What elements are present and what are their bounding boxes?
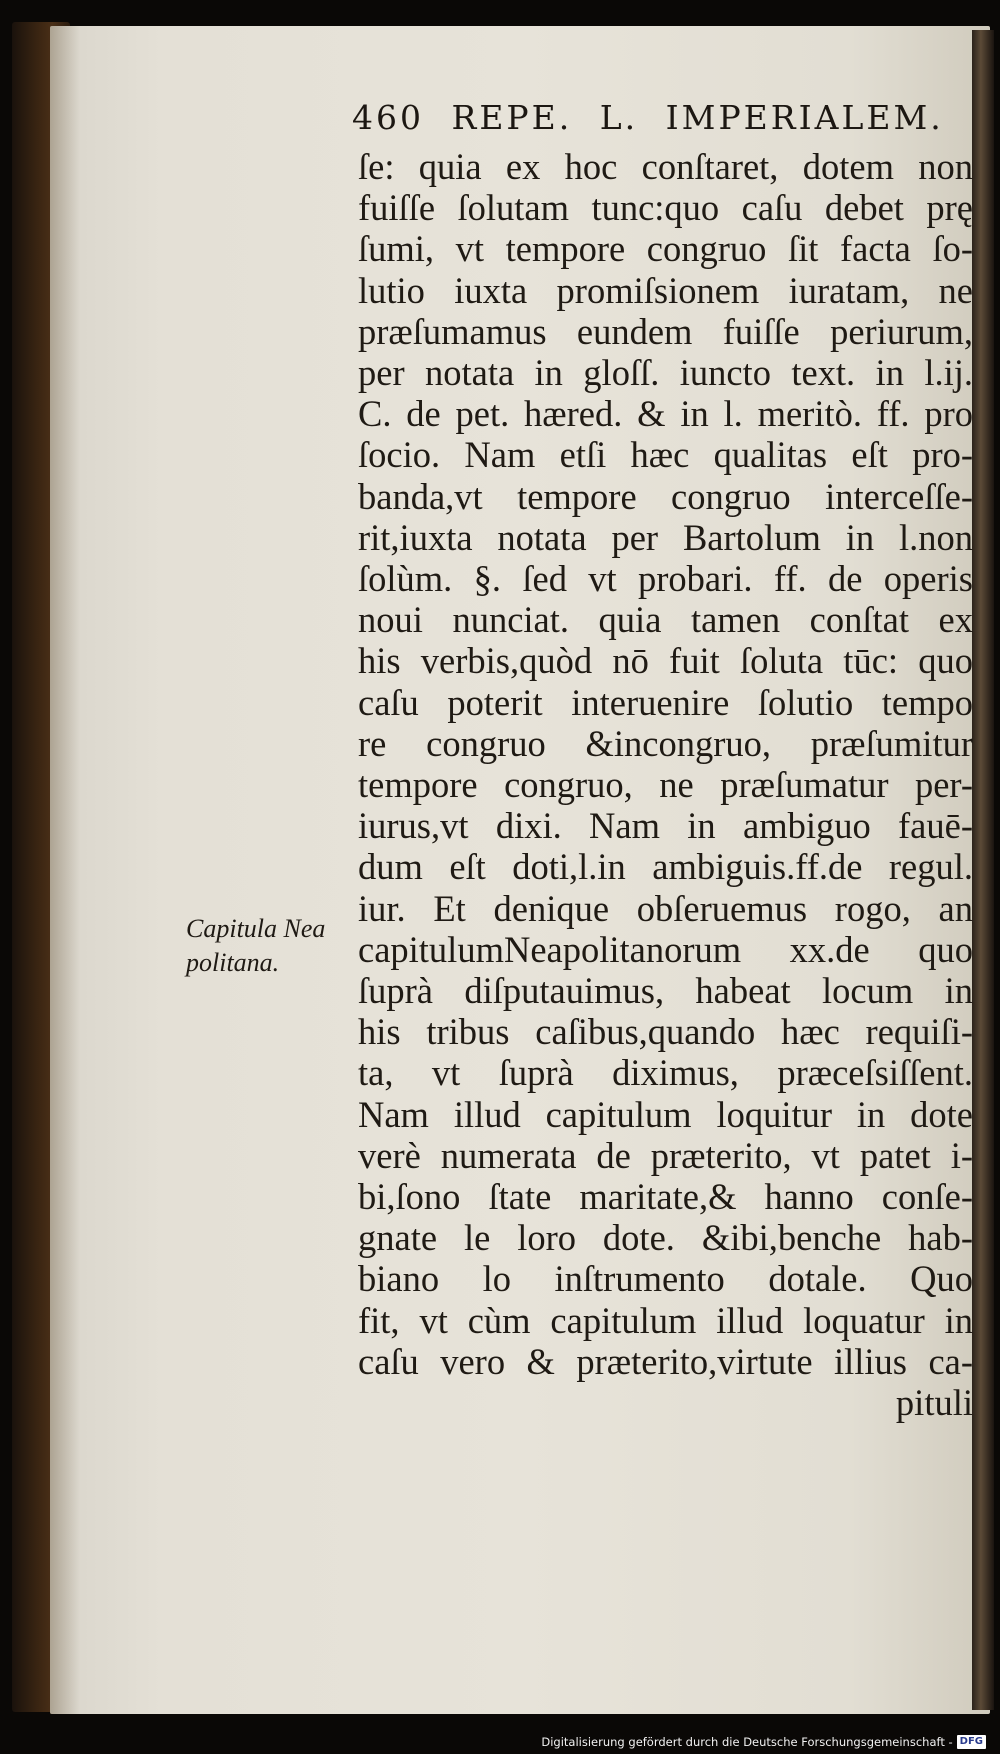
text-line: biano lo inſtrumento dotale. Quo: [358, 1258, 973, 1300]
body-text: [358, 146, 973, 1423]
marginal-note-line: Capitula Nea: [186, 914, 326, 943]
text-line: dum eſt doti,l.in ambiguis.ff.de regul.: [358, 846, 973, 888]
text-line: iurus,vt dixi. Nam in ambiguo fauē-: [358, 805, 973, 847]
text-line: ſe: quia ex hoc conſtaret, dotem non: [358, 146, 973, 187]
text-line: noui nunciat. quia tamen conſtat ex: [358, 599, 973, 641]
text-line: capitulumNeapolitanorum xx.de quo: [358, 928, 973, 970]
text-line: ta, vt ſuprà diximus, præceſsiſſent.: [358, 1052, 973, 1094]
digitization-credit: [541, 1735, 986, 1749]
marginal-note: [186, 912, 336, 980]
running-head-word-3: IMPERIALEM.: [665, 98, 944, 137]
text-line: gnate le loro dote. &ibi,benche hab-: [358, 1217, 973, 1259]
text-line: C. de pet. hæred. & in l. meritò. ff. pro: [358, 393, 973, 435]
text-line: verè numerata de præterito, vt patet i-: [358, 1134, 973, 1176]
text-line: bi,ſono ſtate maritate,& hanno conſe-: [358, 1176, 973, 1218]
text-line: præſumamus eundem fuiſſe periurum,: [358, 310, 973, 352]
page-right-edge: [972, 30, 994, 1710]
text-line: tempore congruo, ne præſumatur per-: [358, 764, 973, 806]
text-line: Nam illud capitulum loquitur in dote: [358, 1093, 973, 1135]
text-line: per notata in gloſſ. iuncto text. in l.ij.: [358, 352, 973, 394]
running-head-word-1: REPE.: [451, 98, 573, 137]
running-header: [352, 98, 972, 137]
text-line: ſumi, vt tempore congruo ſit facta ſo-: [358, 228, 973, 270]
marginal-note-line: politana.: [186, 948, 280, 977]
text-line: lutio iuxta promiſsionem iuratam, ne: [358, 269, 973, 311]
text-line: re congruo &incongruo, præſumitur: [358, 722, 973, 764]
text-line: his tribus caſibus,quando hæc requiſi-: [358, 1011, 973, 1053]
text-line: caſu vero & præterito,virtute illius ca-: [358, 1340, 973, 1382]
text-line: ſuprà diſputauimus, habeat locum in: [358, 970, 973, 1012]
text-line: caſu poterit interuenire ſolutio tempo: [358, 681, 973, 723]
text-line: ſolùm. §. ſed vt probari. ff. de operis: [358, 558, 973, 600]
text-line: his verbis,quòd nō fuit ſoluta tūc: quo: [358, 640, 973, 682]
text-line: fit, vt cùm capitulum illud loquatur in: [358, 1299, 973, 1341]
text-line: iur. Et denique obſeruemus rogo, an: [358, 887, 973, 929]
text-line: banda,vt tempore congruo interceſſe-: [358, 475, 973, 517]
text-line: ſocio. Nam etſi hæc qualitas eſt pro-: [358, 434, 973, 476]
page-number: 460: [352, 98, 424, 137]
dfg-logo: DFG: [957, 1735, 986, 1749]
text-line: rit,iuxta notata per Bartolum in l.non: [358, 516, 973, 558]
digitization-credit-text: Digitalisierung gefördert durch die Deutsche Forschungsgemeinschaft -: [541, 1735, 953, 1749]
catchword-line: pituli: [895, 1382, 973, 1424]
running-head-word-2: L.: [599, 98, 639, 137]
spine-shadow: [50, 26, 80, 1714]
text-line: fuiſſe ſolutam tunc:quo caſu debet prę: [358, 187, 973, 229]
